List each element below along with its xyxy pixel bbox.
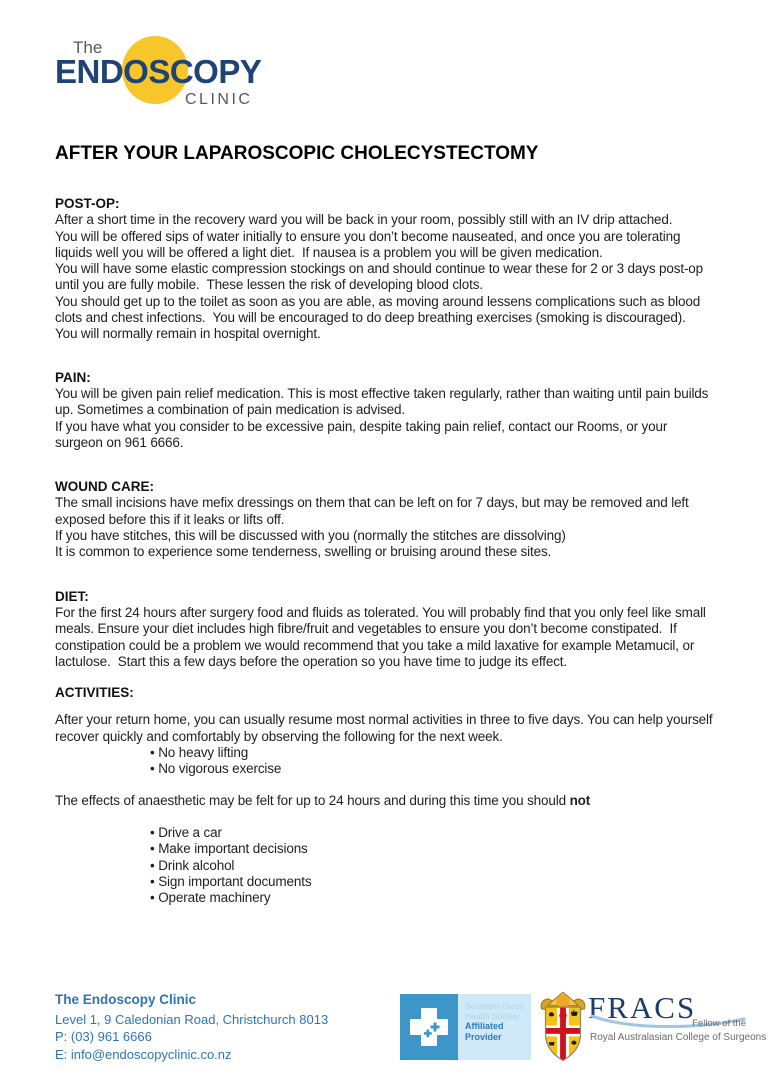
clinic-name: The Endoscopy Clinic [55,992,197,1007]
activities-restrictions-list [55,745,713,778]
post-op-paragraph: You will have some elastic compression stockings on and should continue to wear these for 2 or 3 days post-op until you are fully mobile. These lessen the risk of developing blood clots. [55,261,707,293]
wound-care-paragraph: It is common to experience some tenderness, swelling or bruising around these sites. [55,544,552,560]
fracs-logo [538,988,767,1072]
southern-cross-icon [400,994,458,1060]
post-op-paragraph: You will be offered sips of water initially to ensure you don’t become nauseated, and once you are tolerating liquids well you will be offered a light diet. If nausea is a problem you will be given medication. [55,228,684,260]
anaesthetic-restrictions-list [55,825,713,906]
page-footer [0,990,768,1080]
list-item: • No heavy lifting [150,745,713,761]
diet-paragraph: For the first 24 hours after surgery food and fluids as tolerated. You will probably find that you only feel like small meals. Ensure your diet includes high fibre/fruit and vegetables to ensure you don’t become constipated. If constipation could be a problem we would recommend that you take a mild laxative for example Metamucil, or lactulose. Start this a few days before the operation so you have time to judge its effect. [55,604,710,669]
activities-heading: ACTIVITIES: [55,685,134,701]
list-item: • Drink alcohol [150,858,713,874]
wound-care-paragraph: If you have stitches, this will be discussed with you (normally the stitches are dissolving) [55,528,566,544]
list-item: • Drive a car [150,825,713,841]
southern-cross-line: Health Society [465,1011,520,1021]
clinic-logo [55,30,305,112]
post-op-paragraph: After a short time in the recovery ward you will be back in your room, possibly still with an IV drip attached. [55,212,673,228]
pain-heading: PAIN: [55,369,91,385]
anaesthetic-text: The effects of anaesthetic may be felt for up to 24 hours and during this time you should [55,792,570,808]
southern-cross-text-panel [458,994,531,1060]
page-title: AFTER YOUR LAPAROSCOPIC CHOLECYSTECTOMY [55,143,539,164]
fracs-acronym: FRACS [588,990,697,1025]
logo-the: The [73,38,103,57]
southern-cross-logo [400,994,531,1060]
pain-paragraph: You will be given pain relief medication. This is most effective taken regularly, rather than waiting until pain builds up. Sometimes a combination of pain medication is advised. [55,385,712,418]
anaesthetic-paragraph [55,793,713,809]
clinic-contact-block [55,991,328,1063]
wound-care-heading: WOUND CARE: [55,479,154,495]
post-op-heading: POST-OP: [55,196,120,211]
southern-cross-provider: Provider [465,1031,502,1042]
list-item: • Make important decisions [150,841,713,857]
post-op-paragraph: You will normally remain in hospital overnight. [55,326,321,342]
list-item: • Operate machinery [150,890,713,906]
section-pain [55,370,713,451]
logo-clinic: CLINIC [185,91,253,108]
southern-cross-line: Southern Cross [465,1001,525,1011]
fracs-crest-icon [538,990,588,1066]
clinic-phone: P: (03) 961 6666 [55,1029,152,1044]
logo-endoscopy: ENDOSCOPY [55,53,262,90]
section-post-op [55,196,713,343]
section-wound-care [55,479,713,560]
southern-cross-affiliated: Affiliated [465,1021,504,1031]
fracs-tagline-1: Fellow of the [692,1018,746,1029]
list-item: • Sign important documents [150,874,713,890]
clinic-email: E: info@endoscopyclinic.co.nz [55,1046,232,1062]
wound-care-paragraph: The small incisions have mefix dressings on them that can be left on for 7 days, but may be removed and left exposed before this if it leaks or lifts off. [55,495,693,527]
white-cross-icon [407,1005,451,1049]
fracs-tagline-2: Royal Australasian College of Surgeons [590,1032,767,1043]
diet-heading: DIET: [55,588,89,604]
post-op-paragraph: You should get up to the toilet as soon as you are able, as moving around lessens complications such as blood clots and chest infections. You will be encouraged to do deep breathing exercises (smoking is discouraged). [55,293,704,326]
anaesthetic-not: not [569,792,591,808]
list-item: • No vigorous exercise [150,761,713,777]
pain-paragraph: If you have what you consider to be excessive pain, despite taking pain relief, contact our Rooms, or your surgeon on 961 6666. [55,418,671,450]
section-activities [55,685,717,906]
clinic-address: Level 1, 9 Caledonian Road, Christchurch 8013 [55,1011,329,1027]
section-diet [55,589,713,670]
activities-intro: After your return home, you can usually resume most normal activities in three to five days. You can help yourself recover quickly and comfortably by observing the following for the next week. [55,712,717,744]
